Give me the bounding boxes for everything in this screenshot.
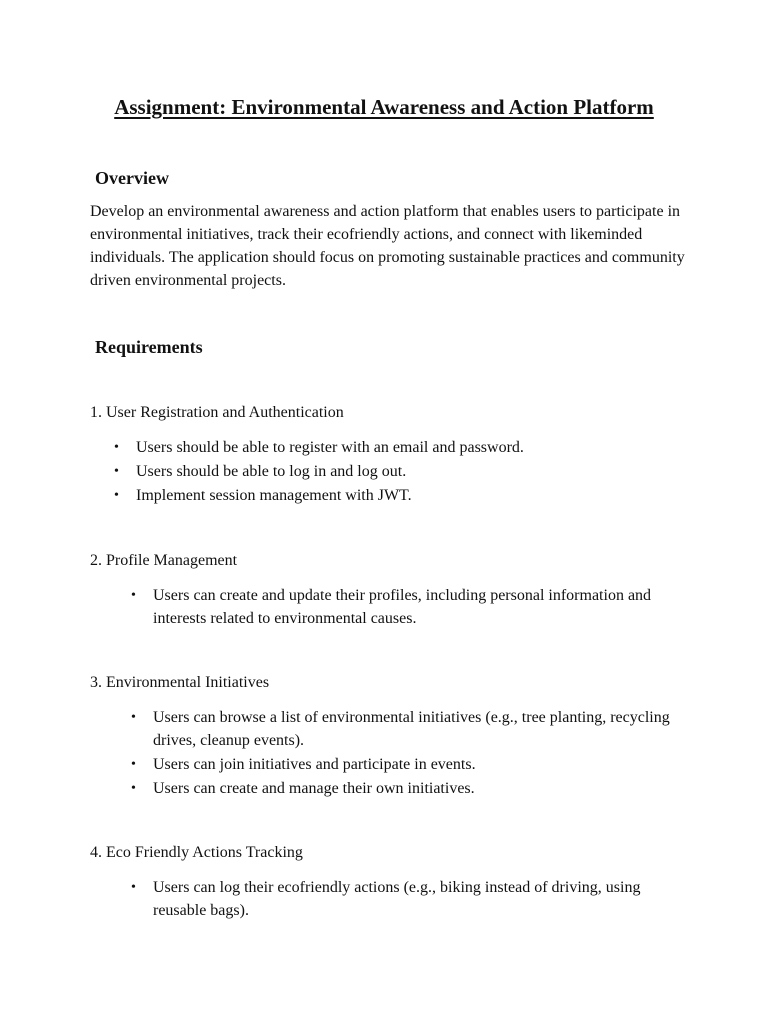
overview-paragraph: Develop an environmental awareness and action platform that enables users to participate in environmental initiatives, track their ecofriendly actions, and connect with likeminded individuals. The application should focus on promoting sustainable practices and community driven environmental projects. <box>90 203 685 289</box>
list-item <box>131 753 691 776</box>
document-title: Assignment: Environmental Awareness and Action Platform <box>114 95 654 119</box>
bullet-icon: • <box>114 464 119 479</box>
bullet-icon: • <box>114 488 119 503</box>
list-item <box>131 584 691 630</box>
list-item-text: Users can create and manage their own initiatives. <box>153 780 475 797</box>
bullet-icon: • <box>131 588 136 603</box>
requirements-heading: Requirements <box>95 337 203 357</box>
section-4-list <box>131 876 691 923</box>
list-item-text: Users should be able to log in and log out. <box>136 463 407 480</box>
list-item-text: Users can join initiatives and participate in events. <box>153 756 476 773</box>
list-item <box>131 777 691 800</box>
list-item <box>114 484 714 507</box>
list-item-text: Users can log their ecofriendly actions (e.g., biking instead of driving, using reusable bags). <box>153 879 641 919</box>
overview-heading: Overview <box>95 168 169 188</box>
list-item <box>114 436 714 459</box>
bullet-icon: • <box>131 757 136 772</box>
section-1-title: 1. User Registration and Authentication <box>90 404 344 421</box>
bullet-icon: • <box>114 440 119 455</box>
section-2-list <box>131 584 691 631</box>
section-3-title: 3. Environmental Initiatives <box>90 674 270 691</box>
list-item-text: Users can create and update their profiles, including personal information and interests related to environmental causes. <box>153 587 652 627</box>
section-1-list <box>114 436 714 508</box>
list-item-text: Users should be able to register with an email and password. <box>136 439 524 456</box>
bullet-icon: • <box>131 781 136 796</box>
list-item <box>131 706 691 752</box>
bullet-icon: • <box>131 710 136 725</box>
section-4-title: 4. Eco Friendly Actions Tracking <box>90 844 303 861</box>
section-3-list <box>131 706 691 801</box>
list-item-text: Users can browse a list of environmental initiatives (e.g., tree planting, recycling drives, cleanup events). <box>153 709 670 749</box>
list-item <box>131 876 691 922</box>
bullet-icon: • <box>131 880 136 895</box>
list-item <box>114 460 714 483</box>
list-item-text: Implement session management with JWT. <box>136 487 412 504</box>
section-2-title: 2. Profile Management <box>90 552 238 569</box>
